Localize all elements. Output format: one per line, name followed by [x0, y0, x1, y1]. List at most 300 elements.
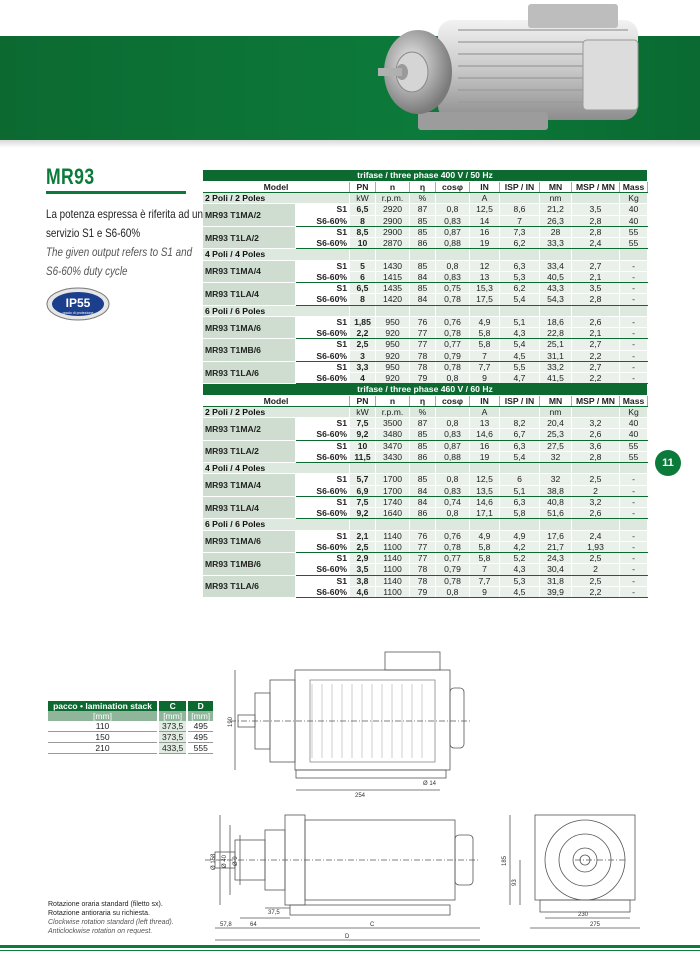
- value-cell: 1100: [376, 564, 410, 575]
- col-header: n: [376, 395, 410, 406]
- value-cell: 9: [470, 373, 500, 384]
- value-cell: 85: [410, 440, 436, 451]
- dim-c: C: [370, 922, 375, 928]
- duty-type: S6-60%: [295, 429, 349, 440]
- value-cell: 920: [376, 350, 410, 361]
- duty-type: S1: [295, 283, 349, 294]
- value-cell: 40: [620, 418, 648, 429]
- col-header: η: [410, 395, 436, 406]
- duty-type: S1: [295, 474, 349, 485]
- value-cell: -: [620, 553, 648, 564]
- value-cell: 15,3: [470, 283, 500, 294]
- value-cell: 2,5: [350, 339, 376, 350]
- value-cell: 1700: [376, 474, 410, 485]
- value-cell: 0,8: [436, 204, 470, 215]
- value-cell: 22,8: [540, 328, 572, 339]
- value-cell: 950: [376, 316, 410, 327]
- value-cell: 2,8: [572, 215, 620, 226]
- duty-type: S1: [295, 361, 349, 372]
- ip-badge-big: IP55: [65, 296, 91, 310]
- value-cell: 3,2: [572, 418, 620, 429]
- value-cell: 4,9: [500, 530, 540, 541]
- value-cell: 3,2: [572, 496, 620, 507]
- lam-unit: [mm]: [158, 711, 187, 721]
- value-cell: 5: [350, 260, 376, 271]
- value-cell: -: [620, 508, 648, 519]
- value-cell: 3,3: [350, 361, 376, 372]
- value-cell: 0,78: [436, 361, 470, 372]
- value-cell: 1640: [376, 508, 410, 519]
- value-cell: 5,4: [500, 339, 540, 350]
- value-cell: 13,5: [470, 485, 500, 496]
- footer-line-thin: [0, 950, 700, 951]
- value-cell: 2: [572, 485, 620, 496]
- value-cell: 19: [470, 238, 500, 249]
- value-cell: 9: [470, 586, 500, 597]
- value-cell: 1435: [376, 283, 410, 294]
- value-cell: 14,6: [470, 429, 500, 440]
- duty-type: S6-60%: [295, 541, 349, 552]
- value-cell: 0,83: [436, 485, 470, 496]
- value-cell: 2,6: [572, 429, 620, 440]
- col-header: η: [410, 181, 436, 192]
- value-cell: 55: [620, 451, 648, 462]
- value-cell: 2,8: [572, 226, 620, 237]
- model-name: MR93 T1MA/4: [203, 260, 295, 283]
- value-cell: 8,5: [350, 226, 376, 237]
- value-cell: 32: [540, 451, 572, 462]
- rotation-en-2: Anticlockwise rotation on request.: [48, 928, 153, 935]
- col-header-model: Model: [203, 395, 350, 406]
- value-cell: -: [620, 496, 648, 507]
- value-cell: 1100: [376, 541, 410, 552]
- value-cell: 7: [470, 350, 500, 361]
- duty-type: S6-60%: [295, 586, 349, 597]
- value-cell: 1,93: [572, 541, 620, 552]
- value-cell: 40: [620, 215, 648, 226]
- value-cell: 0,83: [436, 215, 470, 226]
- value-cell: 6: [500, 474, 540, 485]
- value-cell: 2870: [376, 238, 410, 249]
- value-cell: 0,78: [436, 541, 470, 552]
- col-header: PN: [350, 395, 376, 406]
- unit-cell: r.p.m.: [376, 193, 410, 204]
- unit-cell: %: [410, 406, 436, 417]
- col-header: n: [376, 181, 410, 192]
- value-cell: 5,8: [470, 339, 500, 350]
- rotation-note: [48, 900, 174, 936]
- value-cell: 0,8: [436, 586, 470, 597]
- value-cell: 78: [410, 564, 436, 575]
- duty-type: S6-60%: [295, 238, 349, 249]
- value-cell: 4,2: [500, 541, 540, 552]
- value-cell: 0,78: [436, 294, 470, 305]
- unit-cell: kW: [350, 193, 376, 204]
- lam-cell: 433,5: [158, 743, 187, 754]
- value-cell: 77: [410, 541, 436, 552]
- value-cell: 2,5: [572, 575, 620, 586]
- lam-unit: [mm]: [187, 711, 214, 721]
- value-cell: 5,8: [500, 508, 540, 519]
- lam-cell: 555: [187, 743, 214, 754]
- duty-type: S6-60%: [295, 350, 349, 361]
- value-cell: 12: [470, 260, 500, 271]
- value-cell: 2,5: [572, 553, 620, 564]
- model-name: MR93 T1MA/4: [203, 474, 295, 497]
- value-cell: 16: [470, 226, 500, 237]
- value-cell: 10: [350, 238, 376, 249]
- value-cell: 3470: [376, 440, 410, 451]
- value-cell: 77: [410, 328, 436, 339]
- value-cell: 25,3: [540, 429, 572, 440]
- value-cell: 1140: [376, 575, 410, 586]
- value-cell: 25,1: [540, 339, 572, 350]
- value-cell: 0,78: [436, 575, 470, 586]
- value-cell: 5,3: [500, 271, 540, 282]
- value-cell: 16: [470, 440, 500, 451]
- value-cell: 3,5: [572, 204, 620, 215]
- duty-type: S6-60%: [295, 508, 349, 519]
- value-cell: 7,5: [350, 496, 376, 507]
- value-cell: 1700: [376, 485, 410, 496]
- value-cell: 2,1: [572, 271, 620, 282]
- desc-it-line2: servizio S1 e S6-60%: [46, 226, 141, 240]
- duty-type: S1: [295, 204, 349, 215]
- col-header: IN: [470, 395, 500, 406]
- value-cell: 3430: [376, 451, 410, 462]
- duty-type: S6-60%: [295, 215, 349, 226]
- value-cell: 55: [620, 440, 648, 451]
- dim-230: 230: [578, 912, 589, 918]
- model-name: MR93 T1LA/2: [203, 440, 295, 463]
- group-label: 4 Poli / 4 Poles: [203, 249, 350, 260]
- value-cell: 0,87: [436, 226, 470, 237]
- dim-254: 254: [355, 793, 366, 799]
- value-cell: 5,5: [500, 361, 540, 372]
- rotation-it-2: Rotazione antioraria su richiesta.: [48, 910, 150, 917]
- value-cell: 5,4: [500, 451, 540, 462]
- value-cell: 10: [350, 440, 376, 451]
- value-cell: 2,7: [572, 361, 620, 372]
- duty-type: S1: [295, 339, 349, 350]
- value-cell: 6,2: [500, 238, 540, 249]
- value-cell: 0,74: [436, 496, 470, 507]
- value-cell: -: [620, 283, 648, 294]
- value-cell: 27,5: [540, 440, 572, 451]
- value-cell: 7: [500, 215, 540, 226]
- value-cell: 38,8: [540, 485, 572, 496]
- value-cell: 2,2: [350, 328, 376, 339]
- value-cell: 0,87: [436, 440, 470, 451]
- value-cell: -: [620, 530, 648, 541]
- dim-275: 275: [590, 922, 601, 928]
- dim-37-5: 37,5: [268, 910, 280, 916]
- value-cell: 43,3: [540, 283, 572, 294]
- value-cell: 9,2: [350, 429, 376, 440]
- value-cell: 4,5: [500, 350, 540, 361]
- model-name: MR93 T1MB/6: [203, 553, 295, 576]
- value-cell: -: [620, 339, 648, 350]
- value-cell: -: [620, 485, 648, 496]
- value-cell: 2,6: [572, 316, 620, 327]
- value-cell: 85: [410, 215, 436, 226]
- value-cell: 0,77: [436, 339, 470, 350]
- value-cell: 85: [410, 429, 436, 440]
- duty-type: S1: [295, 418, 349, 429]
- value-cell: 0,78: [436, 328, 470, 339]
- lam-head-d: D: [187, 701, 214, 711]
- dim-64: 64: [250, 922, 257, 928]
- value-cell: -: [620, 316, 648, 327]
- unit-cell: Kg: [620, 193, 648, 204]
- value-cell: 3,6: [572, 440, 620, 451]
- value-cell: 0,8: [436, 373, 470, 384]
- dim-93: 93: [512, 879, 518, 886]
- unit-cell: nm: [540, 406, 572, 417]
- value-cell: 79: [410, 373, 436, 384]
- value-cell: 84: [410, 485, 436, 496]
- unit-cell: A: [470, 406, 500, 417]
- rotation-en-1: Clockwise rotation standard (left thread).: [48, 919, 174, 926]
- lam-cell: 495: [187, 721, 214, 732]
- value-cell: 2,4: [572, 530, 620, 541]
- value-cell: 24,3: [540, 553, 572, 564]
- value-cell: 7,7: [470, 575, 500, 586]
- col-header: MSP / MN: [572, 181, 620, 192]
- value-cell: 6,3: [500, 260, 540, 271]
- dim-d: D: [345, 934, 350, 940]
- value-cell: 17,6: [540, 530, 572, 541]
- value-cell: 7,3: [500, 226, 540, 237]
- value-cell: 5,1: [500, 316, 540, 327]
- value-cell: 4,9: [470, 316, 500, 327]
- col-header: ISP / IN: [500, 181, 540, 192]
- value-cell: 13: [470, 418, 500, 429]
- value-cell: 78: [410, 350, 436, 361]
- value-cell: 2,5: [572, 474, 620, 485]
- duty-type: S1: [295, 440, 349, 451]
- value-cell: -: [620, 271, 648, 282]
- value-cell: 21,7: [540, 541, 572, 552]
- value-cell: 950: [376, 339, 410, 350]
- value-cell: 5,8: [470, 541, 500, 552]
- ip-badge-small: grado di protezione: [62, 311, 94, 315]
- value-cell: 31,1: [540, 350, 572, 361]
- value-cell: 4,3: [500, 328, 540, 339]
- value-cell: 14: [470, 215, 500, 226]
- value-cell: 79: [410, 586, 436, 597]
- value-cell: 1420: [376, 294, 410, 305]
- col-header: cosφ: [436, 181, 470, 192]
- desc-en-line2: S6-60% duty cycle: [46, 264, 128, 278]
- value-cell: 30,4: [540, 564, 572, 575]
- lam-cell: 495: [187, 732, 214, 743]
- value-cell: 0,83: [436, 429, 470, 440]
- lam-unit: [mm]: [48, 711, 158, 721]
- value-cell: 2,2: [572, 586, 620, 597]
- value-cell: 40,5: [540, 271, 572, 282]
- value-cell: 0,8: [436, 260, 470, 271]
- value-cell: 5,7: [350, 474, 376, 485]
- value-cell: 86: [410, 451, 436, 462]
- value-cell: 6,3: [500, 496, 540, 507]
- value-cell: 2,8: [572, 294, 620, 305]
- value-cell: 2,5: [350, 541, 376, 552]
- value-cell: 55: [620, 226, 648, 237]
- value-cell: 6: [350, 271, 376, 282]
- value-cell: -: [620, 586, 648, 597]
- value-cell: 84: [410, 496, 436, 507]
- col-header: ISP / IN: [500, 395, 540, 406]
- value-cell: 8,2: [500, 418, 540, 429]
- value-cell: -: [620, 328, 648, 339]
- dim-d9: Ø 9: [233, 856, 239, 866]
- model-name: MR93 T1MA/6: [203, 316, 295, 339]
- rotation-it-1: Rotazione oraria standard (filetto sx).: [48, 901, 163, 908]
- value-cell: -: [620, 575, 648, 586]
- value-cell: 2,2: [572, 350, 620, 361]
- duty-type: S1: [295, 496, 349, 507]
- value-cell: 86: [410, 508, 436, 519]
- value-cell: 32: [540, 474, 572, 485]
- value-cell: 39,9: [540, 586, 572, 597]
- value-cell: 2,1: [572, 328, 620, 339]
- value-cell: 8: [350, 215, 376, 226]
- col-header: MN: [540, 181, 572, 192]
- value-cell: -: [620, 350, 648, 361]
- value-cell: 86: [410, 238, 436, 249]
- value-cell: 12,5: [470, 474, 500, 485]
- col-header: PN: [350, 181, 376, 192]
- value-cell: 28: [540, 226, 572, 237]
- value-cell: 0,88: [436, 238, 470, 249]
- value-cell: 77: [410, 339, 436, 350]
- value-cell: 33,3: [540, 238, 572, 249]
- lam-head-c: C: [158, 701, 187, 711]
- value-cell: 8,6: [500, 204, 540, 215]
- value-cell: 9,2: [350, 508, 376, 519]
- value-cell: 1740: [376, 496, 410, 507]
- duty-type: S1: [295, 530, 349, 541]
- value-cell: 4: [350, 373, 376, 384]
- col-header: Mass: [620, 181, 648, 192]
- duty-type: S6-60%: [295, 451, 349, 462]
- page-number-badge: 11: [655, 450, 681, 476]
- value-cell: 19: [470, 451, 500, 462]
- col-header: Mass: [620, 395, 648, 406]
- unit-cell: Kg: [620, 406, 648, 417]
- value-cell: 85: [410, 260, 436, 271]
- value-cell: 7,7: [470, 361, 500, 372]
- dim-d40: Ø 40: [222, 854, 228, 868]
- duty-type: S6-60%: [295, 271, 349, 282]
- value-cell: 4,7: [500, 373, 540, 384]
- unit-cell: A: [470, 193, 500, 204]
- dim-185: 185: [502, 855, 508, 866]
- value-cell: 78: [410, 575, 436, 586]
- duty-type: S6-60%: [295, 328, 349, 339]
- value-cell: 1415: [376, 271, 410, 282]
- unit-cell: nm: [540, 193, 572, 204]
- unit-cell: r.p.m.: [376, 406, 410, 417]
- value-cell: 6,3: [500, 440, 540, 451]
- col-header: cosφ: [436, 395, 470, 406]
- value-cell: 3: [350, 350, 376, 361]
- model-name: MR93 T1MB/6: [203, 339, 295, 362]
- value-cell: 6,9: [350, 485, 376, 496]
- value-cell: 76: [410, 316, 436, 327]
- dim-190: 190: [228, 716, 234, 727]
- lam-cell: 373,5: [158, 721, 187, 732]
- group-label: 2 Poli / 2 Poles: [203, 193, 350, 204]
- unit-cell: %: [410, 193, 436, 204]
- desc-en-line1: The given output refers to S1 and: [46, 245, 193, 259]
- value-cell: 0,79: [436, 564, 470, 575]
- value-cell: 18,6: [540, 316, 572, 327]
- value-cell: 7,5: [350, 418, 376, 429]
- group-label: 2 Poli / 2 Poles: [203, 406, 350, 417]
- value-cell: 54,3: [540, 294, 572, 305]
- value-cell: 2,9: [350, 553, 376, 564]
- value-cell: -: [620, 541, 648, 552]
- value-cell: 6,5: [350, 283, 376, 294]
- value-cell: 2900: [376, 226, 410, 237]
- value-cell: 14,6: [470, 496, 500, 507]
- value-cell: 77: [410, 553, 436, 564]
- value-cell: 0,77: [436, 553, 470, 564]
- value-cell: 950: [376, 361, 410, 372]
- value-cell: 1430: [376, 260, 410, 271]
- value-cell: 920: [376, 328, 410, 339]
- footer-line: [0, 945, 700, 948]
- value-cell: 20,4: [540, 418, 572, 429]
- value-cell: 2,4: [572, 238, 620, 249]
- col-header-model: Model: [203, 181, 350, 192]
- value-cell: 7: [470, 564, 500, 575]
- duty-type: S1: [295, 260, 349, 271]
- value-cell: 5,8: [470, 553, 500, 564]
- value-cell: 3,5: [350, 564, 376, 575]
- value-cell: 33,4: [540, 260, 572, 271]
- value-cell: 6,5: [350, 204, 376, 215]
- value-cell: 3,8: [350, 575, 376, 586]
- group-label: 4 Poli / 4 Poles: [203, 463, 350, 474]
- section-title: trifase / three phase 400 V / 50 Hz: [203, 170, 648, 181]
- value-cell: 2: [572, 564, 620, 575]
- model-name: MR93 T1LA/6: [203, 361, 295, 384]
- col-header: IN: [470, 181, 500, 192]
- value-cell: 6,2: [500, 283, 540, 294]
- value-cell: 5,8: [470, 328, 500, 339]
- value-cell: 4,5: [500, 586, 540, 597]
- value-cell: 0,83: [436, 271, 470, 282]
- value-cell: 11,5: [350, 451, 376, 462]
- value-cell: -: [620, 260, 648, 271]
- duty-type: S6-60%: [295, 373, 349, 384]
- duty-type: S1: [295, 575, 349, 586]
- value-cell: 26,3: [540, 215, 572, 226]
- duty-type: S6-60%: [295, 564, 349, 575]
- group-label: 6 Poli / 6 Poles: [203, 305, 350, 316]
- section-title: trifase / three phase 460 V / 60 Hz: [203, 384, 648, 395]
- value-cell: 87: [410, 418, 436, 429]
- value-cell: 85: [410, 474, 436, 485]
- value-cell: 3500: [376, 418, 410, 429]
- value-cell: 0,88: [436, 451, 470, 462]
- value-cell: 78: [410, 361, 436, 372]
- duty-type: S1: [295, 316, 349, 327]
- value-cell: 55: [620, 238, 648, 249]
